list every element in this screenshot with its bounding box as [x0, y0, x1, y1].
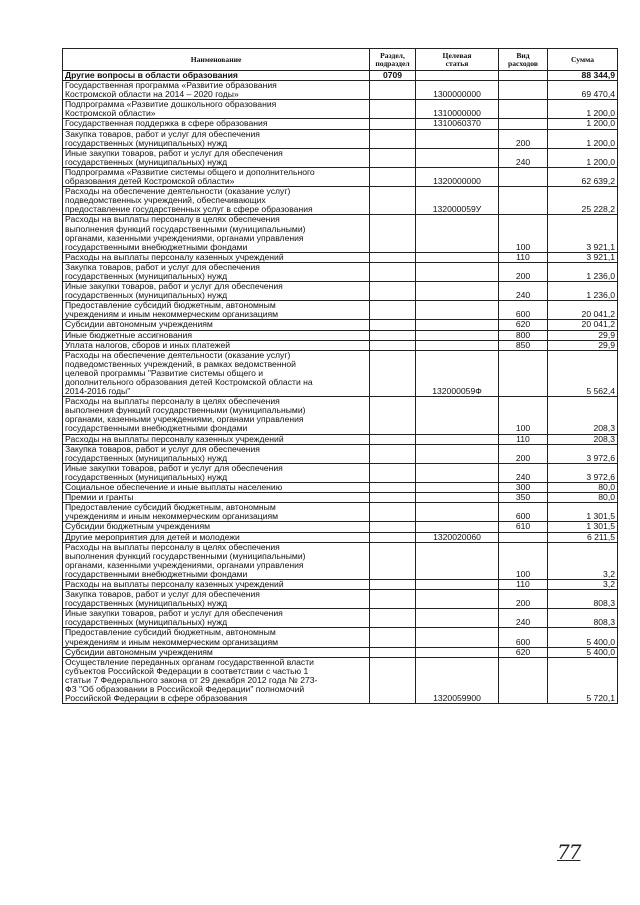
header-section: Раздел, подраздел	[370, 49, 416, 71]
row-name: Субсидии автономным учреждениям	[63, 320, 370, 330]
row-target	[416, 215, 499, 252]
row-section	[370, 503, 416, 522]
row-expense-type: 110	[499, 434, 548, 444]
row-sum: 1 200,0	[548, 119, 618, 129]
table-row	[63, 350, 618, 396]
row-name: Расходы на выплаты персоналу казенных учреждений	[63, 252, 370, 262]
row-target	[416, 262, 499, 281]
row-section	[370, 350, 416, 396]
row-expense-type: 240	[499, 463, 548, 482]
row-section	[370, 657, 416, 703]
row-name: Осуществление переданных органам государственной власти субъектов Российской Федерации в соответствии с частью 1 статьи 7 Федерального закона от 29 декабря 2012 года № 273- ФЗ "Об образовании в Российской Федерации" полномочий Российской Федерации в сфере образования	[63, 657, 370, 703]
header-target: Целевая статья	[416, 49, 499, 71]
table-row	[63, 129, 618, 148]
row-expense-type	[499, 167, 548, 186]
row-section	[370, 187, 416, 215]
row-section	[370, 215, 416, 252]
row-expense-type: 240	[499, 148, 548, 167]
row-name: Уплата налогов, сборов и иных платежей	[63, 340, 370, 350]
table-row	[63, 119, 618, 129]
row-name: Расходы на выплаты персоналу в целях обеспечения выполнения функций государственными (муниципальными) органами, казенными учреждениями, органами управления государственными внебюджетными фондами	[63, 397, 370, 434]
row-target	[416, 330, 499, 340]
row-expense-type: 600	[499, 301, 548, 320]
row-target	[416, 628, 499, 647]
table-row	[63, 647, 618, 657]
row-expense-type: 800	[499, 330, 548, 340]
table-row	[63, 262, 618, 281]
row-expense-type: 240	[499, 282, 548, 301]
row-expense-type: 850	[499, 340, 548, 350]
row-expense-type: 100	[499, 542, 548, 579]
row-target	[416, 463, 499, 482]
row-section	[370, 609, 416, 628]
row-name: Государственная программа «Развитие образования Костромской области на 2014 – 2020 годы»	[63, 81, 370, 100]
row-section	[370, 340, 416, 350]
row-section	[370, 100, 416, 119]
row-section	[370, 493, 416, 503]
row-expense-type: 200	[499, 444, 548, 463]
table-row	[63, 463, 618, 482]
row-section	[370, 463, 416, 482]
row-section	[370, 252, 416, 262]
row-target	[416, 252, 499, 262]
table-row	[63, 444, 618, 463]
row-target	[416, 320, 499, 330]
row-target: 1310000000	[416, 100, 499, 119]
row-expense-type: 600	[499, 503, 548, 522]
row-name: Иные бюджетные ассигнования	[63, 330, 370, 340]
row-sum: 5 400,0	[548, 647, 618, 657]
row-expense-type: 240	[499, 609, 548, 628]
row-target: 132000059Ф	[416, 350, 499, 396]
row-target: 1320020060	[416, 532, 499, 542]
row-sum: 1 301,5	[548, 503, 618, 522]
table-row	[63, 167, 618, 186]
table-row	[63, 340, 618, 350]
row-target	[416, 590, 499, 609]
row-section: 0709	[370, 71, 416, 81]
row-expense-type	[499, 657, 548, 703]
row-expense-type: 620	[499, 320, 548, 330]
row-sum: 1 236,0	[548, 282, 618, 301]
row-name: Другие мероприятия для детей и молодежи	[63, 532, 370, 542]
table-row	[63, 522, 618, 532]
row-name: Иные закупки товаров, работ и услуг для обеспечения государственных (муниципальных) нужд	[63, 463, 370, 482]
budget-table	[62, 48, 618, 704]
row-name: Премии и гранты	[63, 493, 370, 503]
row-sum: 80,0	[548, 493, 618, 503]
table-row	[63, 434, 618, 444]
row-section	[370, 542, 416, 579]
table-row	[63, 215, 618, 252]
row-sum: 3,2	[548, 579, 618, 589]
row-expense-type	[499, 71, 548, 81]
table-row	[63, 579, 618, 589]
row-expense-type: 200	[499, 262, 548, 281]
table-row	[63, 187, 618, 215]
row-target	[416, 522, 499, 532]
row-sum: 208,3	[548, 434, 618, 444]
row-sum: 3 921,1	[548, 252, 618, 262]
row-section	[370, 129, 416, 148]
row-expense-type	[499, 532, 548, 542]
row-expense-type: 100	[499, 397, 548, 434]
row-sum: 29,9	[548, 340, 618, 350]
row-name: Государственная поддержка в сфере образования	[63, 119, 370, 129]
row-section	[370, 628, 416, 647]
row-name: Иные закупки товаров, работ и услуг для обеспечения государственных (муниципальных) нужд	[63, 609, 370, 628]
row-expense-type	[499, 187, 548, 215]
row-sum: 25 228,2	[548, 187, 618, 215]
table-body	[63, 71, 618, 704]
table-row	[63, 71, 618, 81]
row-section	[370, 397, 416, 434]
row-target	[416, 434, 499, 444]
row-section	[370, 301, 416, 320]
row-sum: 20 041,2	[548, 301, 618, 320]
row-target	[416, 340, 499, 350]
row-target	[416, 301, 499, 320]
row-section	[370, 579, 416, 589]
row-name: Расходы на обеспечение деятельности (оказание услуг) подведомственных учреждений, в рамках ведомственной целевой программы "Развитие системы общего и дополнительного образования детей Костромской области на 2014-2016 годы"	[63, 350, 370, 396]
row-expense-type: 110	[499, 252, 548, 262]
row-expense-type: 200	[499, 129, 548, 148]
row-name: Иные закупки товаров, работ и услуг для обеспечения государственных (муниципальных) нужд	[63, 148, 370, 167]
row-section	[370, 444, 416, 463]
row-name: Предоставление субсидий бюджетным, автономным учреждениям и иным некоммерческим организациям	[63, 301, 370, 320]
row-target	[416, 282, 499, 301]
row-target: 132000059У	[416, 187, 499, 215]
row-target: 1310060370	[416, 119, 499, 129]
row-sum: 808,3	[548, 590, 618, 609]
row-sum: 88 344,9	[548, 71, 618, 81]
table-row	[63, 282, 618, 301]
row-target	[416, 609, 499, 628]
table-row	[63, 532, 618, 542]
row-sum: 6 211,5	[548, 532, 618, 542]
row-sum: 3 921,1	[548, 215, 618, 252]
table-row	[63, 590, 618, 609]
table-row	[63, 493, 618, 503]
row-expense-type: 620	[499, 647, 548, 657]
row-section	[370, 148, 416, 167]
row-sum: 1 236,0	[548, 262, 618, 281]
row-name: Расходы на выплаты персоналу казенных учреждений	[63, 434, 370, 444]
row-section	[370, 320, 416, 330]
row-sum: 3,2	[548, 542, 618, 579]
row-name: Расходы на обеспечение деятельности (оказание услуг) подведомственных учреждений, обеспечивающих предоставление государственных услуг в сфере образования	[63, 187, 370, 215]
row-name: Подпрограмма «Развитие дошкольного образования Костромской области»	[63, 100, 370, 119]
row-target: 1320059900	[416, 657, 499, 703]
row-target	[416, 397, 499, 434]
table-row	[63, 252, 618, 262]
row-name: Субсидии бюджетным учреждениям	[63, 522, 370, 532]
row-expense-type: 300	[499, 483, 548, 493]
row-target	[416, 483, 499, 493]
row-sum: 5 720,1	[548, 657, 618, 703]
row-expense-type: 600	[499, 628, 548, 647]
row-name: Закупка товаров, работ и услуг для обеспечения государственных (муниципальных) нужд	[63, 444, 370, 463]
row-name: Другие вопросы в области образования	[63, 71, 370, 81]
row-expense-type: 110	[499, 579, 548, 589]
table-row	[63, 330, 618, 340]
row-target: 1300000000	[416, 81, 499, 100]
row-section	[370, 330, 416, 340]
row-name: Закупка товаров, работ и услуг для обеспечения государственных (муниципальных) нужд	[63, 262, 370, 281]
table-row	[63, 100, 618, 119]
row-section	[370, 282, 416, 301]
row-sum: 29,9	[548, 330, 618, 340]
row-target	[416, 148, 499, 167]
row-sum: 5 562,4	[548, 350, 618, 396]
row-section	[370, 522, 416, 532]
row-target	[416, 129, 499, 148]
row-name: Субсидии автономным учреждениям	[63, 647, 370, 657]
table-row	[63, 148, 618, 167]
row-name: Расходы на выплаты персоналу в целях обеспечения выполнения функций государственными (муниципальными) органами, казенными учреждениями, органами управления государственными внебюджетными фондами	[63, 215, 370, 252]
row-expense-type	[499, 350, 548, 396]
table-row	[63, 628, 618, 647]
row-section	[370, 262, 416, 281]
table-header-row	[63, 49, 618, 71]
row-expense-type: 350	[499, 493, 548, 503]
row-sum: 1 200,0	[548, 148, 618, 167]
row-target	[416, 579, 499, 589]
row-expense-type	[499, 100, 548, 119]
row-target: 1320000000	[416, 167, 499, 186]
row-sum: 1 200,0	[548, 129, 618, 148]
row-target	[416, 71, 499, 81]
row-expense-type: 100	[499, 215, 548, 252]
row-name: Расходы на выплаты персоналу в целях обеспечения выполнения функций государственными (муниципальными) органами, казенными учреждениями, органами управления государственными внебюджетными фондами	[63, 542, 370, 579]
row-sum: 3 972,6	[548, 463, 618, 482]
table-row	[63, 397, 618, 434]
row-name: Социальное обеспечение и иные выплаты населению	[63, 483, 370, 493]
row-sum: 5 400,0	[548, 628, 618, 647]
page-number: 77	[557, 840, 581, 864]
header-expense: Вид расходов	[499, 49, 548, 71]
table-row	[63, 81, 618, 100]
row-section	[370, 647, 416, 657]
row-section	[370, 119, 416, 129]
row-sum: 20 041,2	[548, 320, 618, 330]
row-name: Закупка товаров, работ и услуг для обеспечения государственных (муниципальных) нужд	[63, 129, 370, 148]
row-sum: 80,0	[548, 483, 618, 493]
row-sum: 208,3	[548, 397, 618, 434]
row-name: Расходы на выплаты персоналу казенных учреждений	[63, 579, 370, 589]
row-name: Иные закупки товаров, работ и услуг для обеспечения государственных (муниципальных) нужд	[63, 282, 370, 301]
row-section	[370, 590, 416, 609]
row-section	[370, 483, 416, 493]
row-expense-type: 610	[499, 522, 548, 532]
row-target	[416, 647, 499, 657]
row-target	[416, 503, 499, 522]
row-expense-type	[499, 81, 548, 100]
table-row	[63, 657, 618, 703]
table-row	[63, 609, 618, 628]
row-name: Закупка товаров, работ и услуг для обеспечения государственных (муниципальных) нужд	[63, 590, 370, 609]
table-row	[63, 503, 618, 522]
row-sum: 808,3	[548, 609, 618, 628]
row-expense-type	[499, 119, 548, 129]
header-name: Наименование	[63, 49, 370, 71]
table-row	[63, 542, 618, 579]
row-target	[416, 493, 499, 503]
row-name: Подпрограмма «Развитие системы общего и дополнительного образования детей Костромской области»	[63, 167, 370, 186]
row-sum: 1 200,0	[548, 100, 618, 119]
row-section	[370, 434, 416, 444]
row-section	[370, 167, 416, 186]
table-row	[63, 301, 618, 320]
row-name: Предоставление субсидий бюджетным, автономным учреждениям и иным некоммерческим организациям	[63, 503, 370, 522]
header-sum: Сумма	[548, 49, 618, 71]
table-row	[63, 320, 618, 330]
row-sum: 62 639,2	[548, 167, 618, 186]
row-target	[416, 542, 499, 579]
row-name: Предоставление субсидий бюджетным, автономным учреждениям и иным некоммерческим организациям	[63, 628, 370, 647]
row-sum: 3 972,6	[548, 444, 618, 463]
row-target	[416, 444, 499, 463]
row-section	[370, 81, 416, 100]
table-row	[63, 483, 618, 493]
row-sum: 69 470,4	[548, 81, 618, 100]
row-expense-type: 200	[499, 590, 548, 609]
row-section	[370, 532, 416, 542]
row-sum: 1 301,5	[548, 522, 618, 532]
